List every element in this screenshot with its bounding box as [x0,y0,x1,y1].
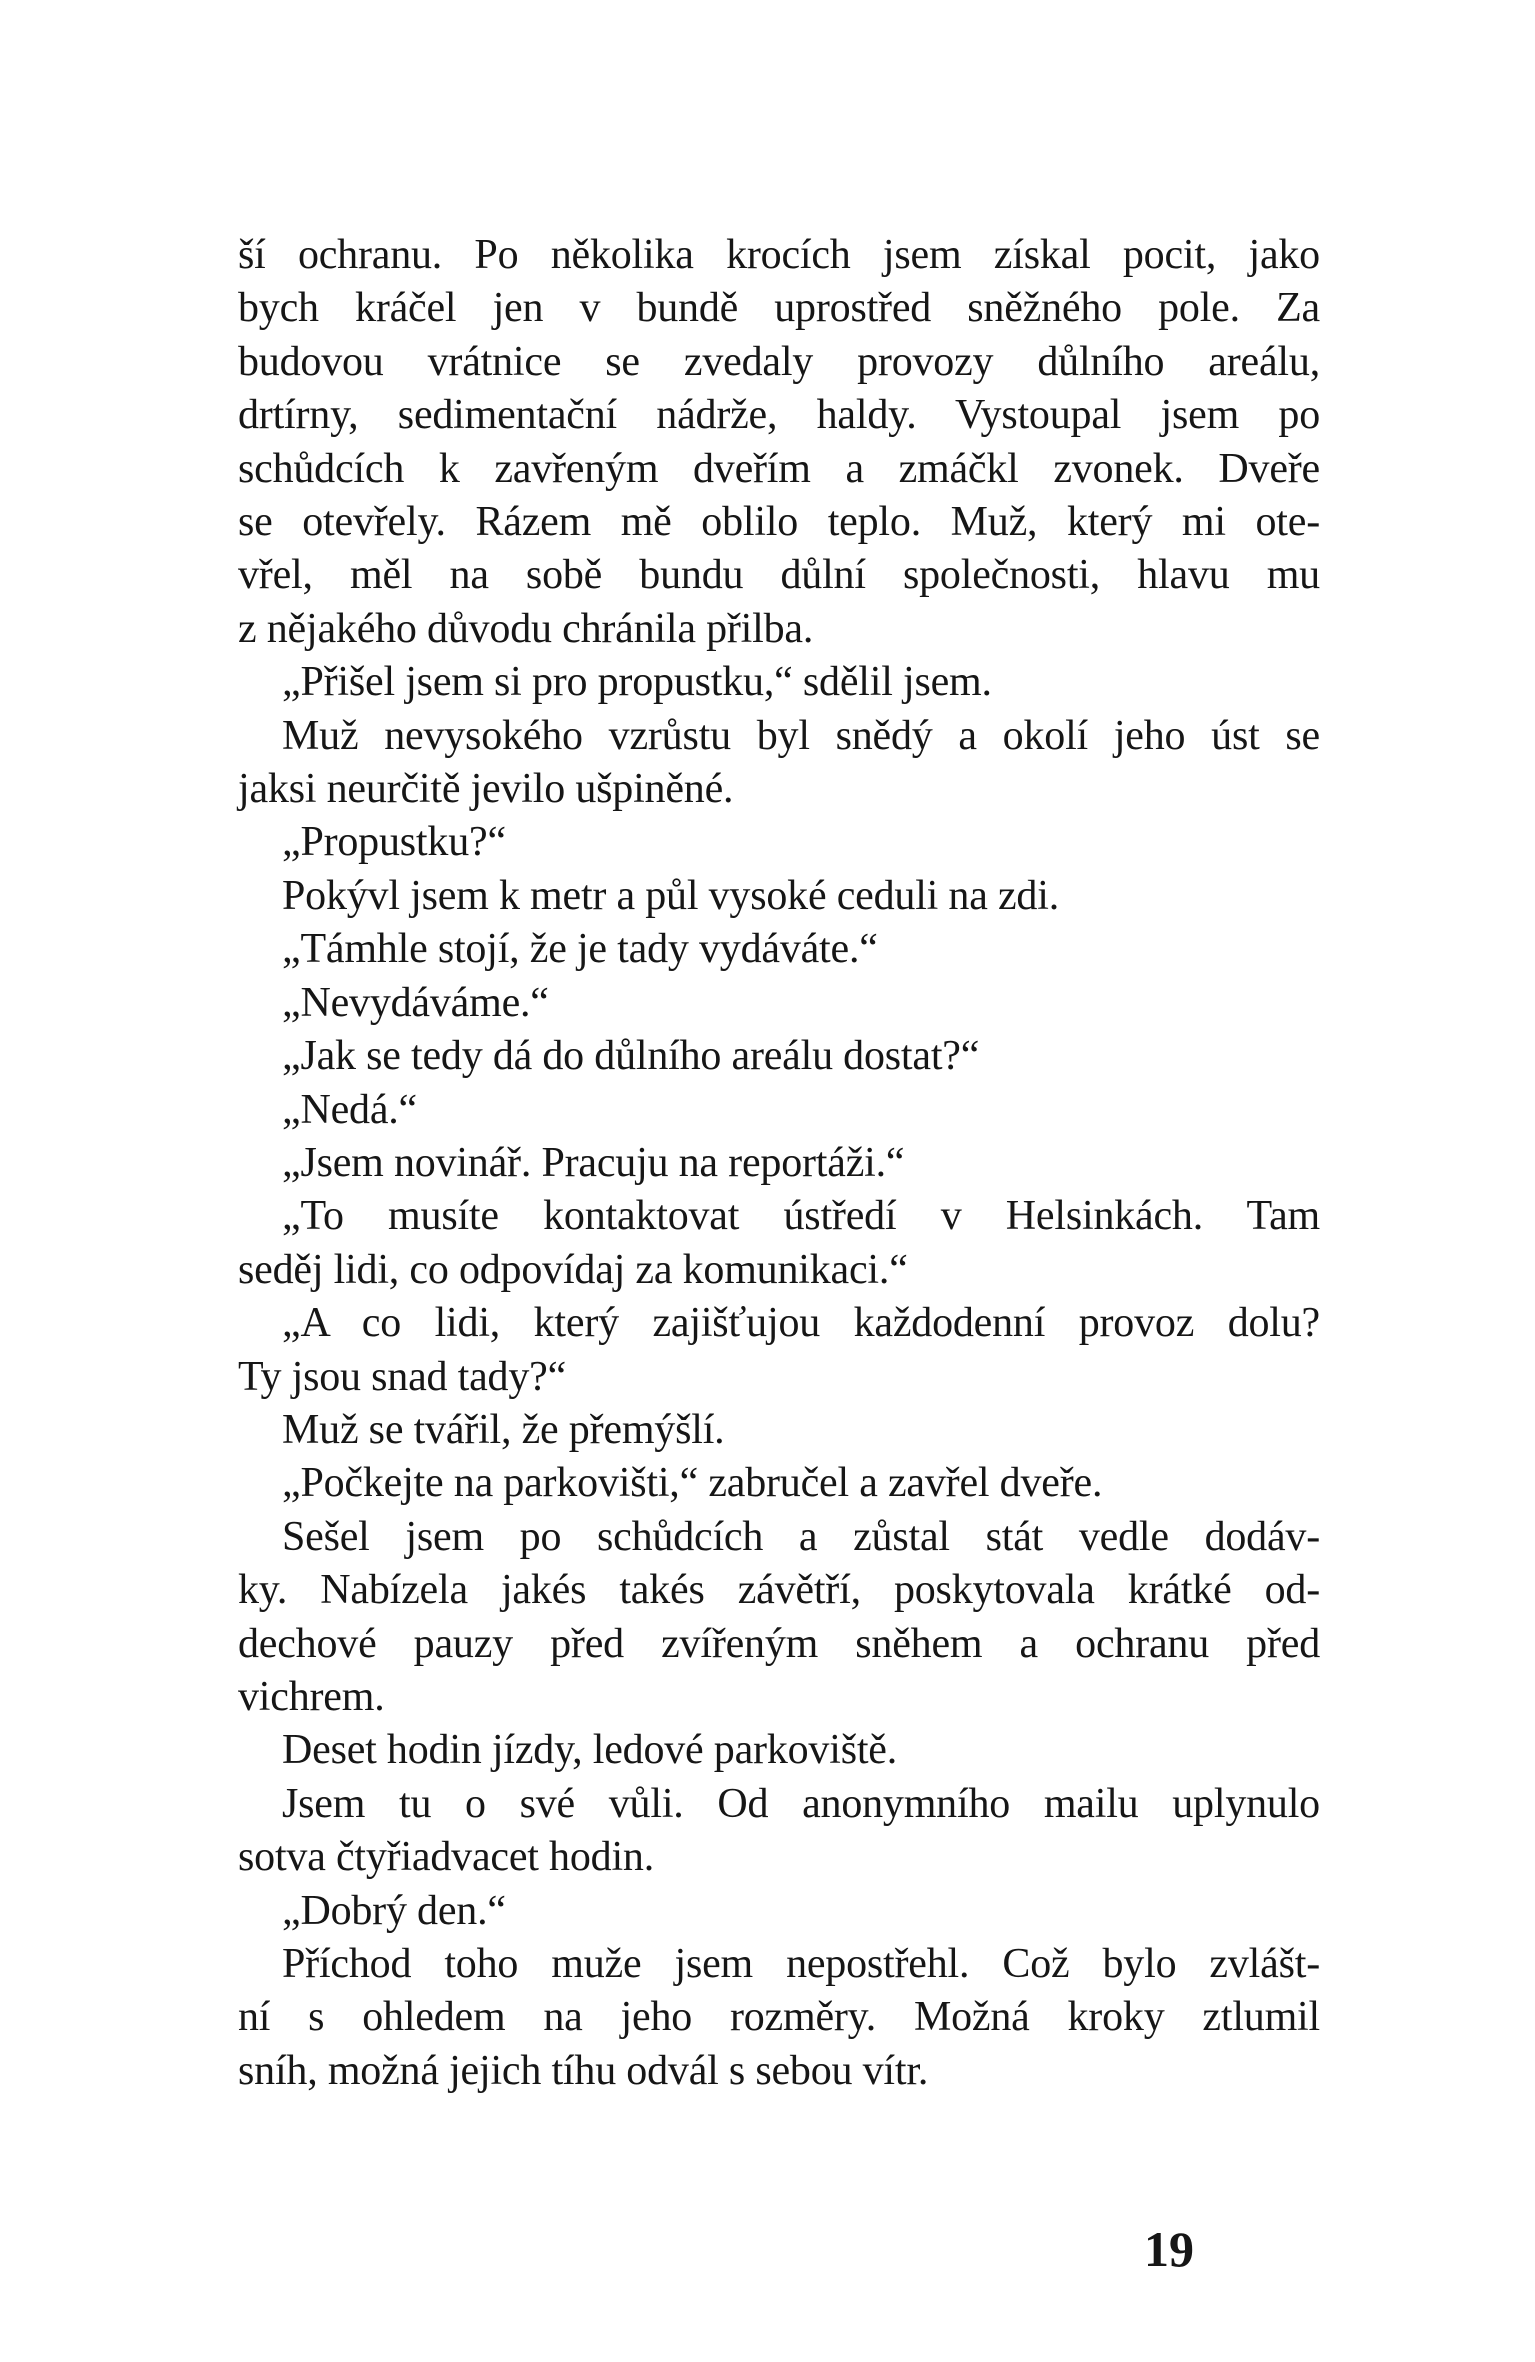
text-line: Jsem tu o své vůli. Od anonymního mailu uplynulo [282,1780,1320,1827]
paragraph [238,1724,1320,1777]
text-line: dechové pauzy před zvířeným sněhem a ochranu před [238,1620,1320,1667]
text-line: „Počkejte na parkovišti,“ zabručel a zavřel dveře. [282,1460,1103,1507]
text-line: se otevřely. Rázem mě oblilo teplo. Muž, který mi ote- [238,499,1320,546]
text-line: Muž se tvářil, že přemýšlí. [282,1406,725,1453]
text-line: vřel, měl na sobě bundu důlní společnosti, hlavu mu [238,552,1320,599]
paragraph [238,1511,1320,1725]
paragraph [238,1404,1320,1457]
text-line: ní s ohledem na jeho rozměry. Možná kroky ztlumil [238,1994,1320,2041]
paragraph [238,1030,1320,1083]
text-line: „Nevydáváme.“ [282,979,549,1026]
text-line: seděj lidi, co odpovídaj za komunikaci.“ [238,1246,908,1293]
paragraph [238,1778,1320,1885]
text-line: „Přišel jsem si pro propustku,“ sdělil jsem. [282,659,992,706]
text-line: „Támhle stojí, že je tady vydáváte.“ [282,926,878,973]
paragraph [238,977,1320,1030]
text-line: sníh, možná jejich tíhu odvál s sebou vítr. [238,2047,929,2094]
body-text [238,229,1320,2098]
paragraph [238,1457,1320,1510]
paragraph [238,923,1320,976]
text-line: „Jak se tedy dá do důlního areálu dostat?“ [282,1033,980,1080]
paragraph [238,1938,1320,2098]
text-line: Deset hodin jízdy, ledové parkoviště. [282,1727,898,1774]
text-line: ky. Nabízela jakés takés závětří, poskytovala krátké od- [238,1567,1320,1614]
paragraph [238,710,1320,817]
text-line: Příchod toho muže jsem nepostřehl. Což bylo zvlášt- [282,1941,1320,1987]
text-line: „Propustku?“ [282,819,506,866]
paragraph [238,1885,1320,1938]
text-line: „Dobrý den.“ [282,1887,506,1934]
text-line: Muž nevysokého vzrůstu byl snědý a okolí jeho úst se [282,712,1320,759]
text-line: vichrem. [238,1673,385,1720]
text-line: Sešel jsem po schůdcích a zůstal stát vedle dodáv- [282,1513,1320,1560]
text-line: budovou vrátnice se zvedaly provozy důlního areálu, [238,338,1320,385]
text-line: schůdcích k zavřeným dveřím a zmáčkl zvonek. Dveře [238,445,1320,492]
text-line: drtírny, sedimentační nádrže, haldy. Vystoupal jsem po [238,392,1320,439]
page-number: 19 [1144,2221,1194,2277]
text-line: „Jsem novinář. Pracuju na reportáži.“ [282,1139,905,1186]
paragraph [238,1084,1320,1137]
text-line: ší ochranu. Po několika krocích jsem získal pocit, jako [238,232,1320,278]
text-line: „To musíte kontaktovat ústředí v Helsinkách. Tam [282,1193,1320,1240]
paragraph [238,229,1320,656]
text-line: Ty jsou snad tady?“ [238,1353,567,1400]
text-line: bych kráčel jen v bundě uprostřed sněžného pole. Za [238,285,1320,332]
text-line: „Nedá.“ [282,1086,417,1133]
text-line: sotva čtyřiadvacet hodin. [238,1834,655,1881]
paragraph [238,1297,1320,1404]
paragraph [238,656,1320,709]
paragraph [238,816,1320,869]
text-line: jaksi neurčitě jevilo ušpiněné. [238,766,734,813]
text-line: Pokývl jsem k metr a půl vysoké ceduli na zdi. [282,872,1059,919]
text-line: z nějakého důvodu chránila přilba. [238,605,814,652]
paragraph [238,1190,1320,1297]
text-line: „A co lidi, který zajišťujou každodenní provoz dolu? [282,1300,1320,1347]
paragraph [238,870,1320,923]
paragraph [238,1137,1320,1190]
